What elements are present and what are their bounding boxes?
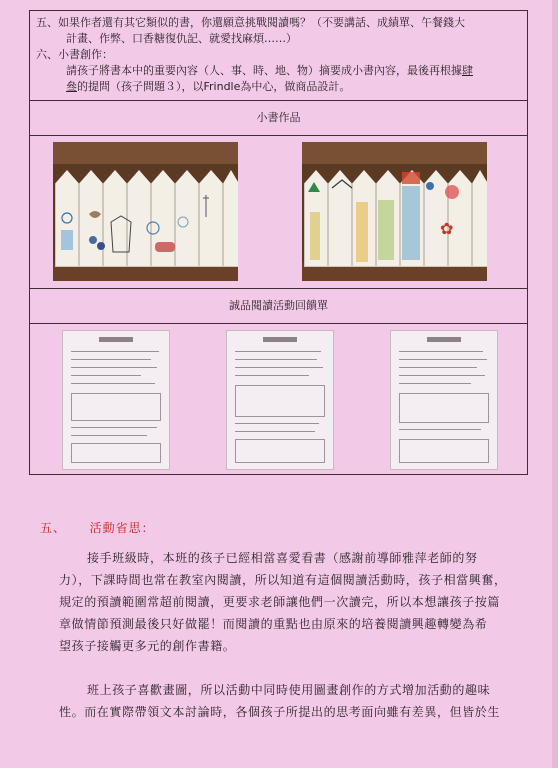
reflection-p1-line-4: 章做情節預測最後只好做罷！而閱讀的重點也由原來的培養閱讀興趣轉變為希	[59, 617, 488, 631]
feedback-sheet-1	[62, 330, 170, 470]
svg-text:✿: ✿	[440, 219, 454, 238]
feedback-sheet-2-header	[263, 337, 297, 342]
feedback-sheet-3	[390, 330, 498, 470]
question-6-underlined: 肆	[462, 64, 473, 77]
reflection-paragraph-1	[59, 547, 509, 657]
reflection-paragraph-2	[59, 679, 509, 723]
reflection-heading	[40, 519, 155, 536]
booklet-drawings-2	[302, 142, 487, 281]
reflection-p2-line-2: 性。而在實際帶領文本討論時，各個孩子所提出的思考面向雖有差異，但皆於生	[59, 705, 501, 719]
question-6-text-2: 的提問（孩子問題３），以Frindle為中心，做商品設計。	[77, 80, 351, 93]
question-6-label: 小書創作：	[58, 48, 113, 61]
booklet-photos-cell	[30, 136, 528, 289]
reflection-title: 活動省思：	[89, 521, 155, 535]
booklet-photo-1	[53, 142, 238, 281]
question-6-underlined-2: 叄	[66, 80, 77, 93]
question-6	[36, 47, 521, 63]
reflection-p1-line-1: 接手班級時，本班的孩子已經相當喜愛看書（感謝前導師雅萍老師的努	[87, 551, 478, 565]
question-5	[36, 15, 521, 31]
feedback-sheet-3-header	[427, 337, 461, 342]
reflection-number: 五、	[40, 521, 67, 535]
reflection-p1-line-3: 規定的預讀範圍常超前閱讀，更要求老師讓他們一次讀完，所以本想讓孩子按篇	[59, 595, 501, 609]
booklet-drawings-1	[53, 142, 238, 281]
page-edge	[552, 0, 558, 768]
question-6-line-1	[36, 63, 521, 79]
questions-cell	[30, 11, 528, 101]
reflection-p1-line-5: 望孩子接觸更多元的創作書籍。	[59, 639, 236, 653]
question-6-number: 六、	[36, 48, 58, 61]
reflection-p2-line-1: 班上孩子喜歡畫圖，所以活動中同時使用圖畫創作的方式增加活動的趣味	[87, 683, 491, 697]
question-5-line-2: 計畫、作弊、口香糖復仇記、就愛找麻煩……）	[66, 32, 297, 45]
question-5-line-1: 如果作者還有其它類似的書，你還願意挑戰閱讀嗎？（不要講話、成績單、午餐錢大	[58, 16, 465, 29]
worksheet-table	[29, 10, 528, 475]
booklet-photo-2	[302, 142, 487, 281]
feedback-sheet-2	[226, 330, 334, 470]
reflection-p1-line-2: 力），下課時間也常在教室內閱讀，所以知道有這個閱讀活動時，孩子相當興奮，	[59, 573, 507, 587]
feedback-sheet-1-header	[99, 337, 133, 342]
feedback-section-title: 誠品閱讀活動回饋單	[30, 289, 528, 324]
question-6-line-2	[36, 79, 521, 95]
feedback-scans-cell	[30, 324, 528, 475]
question-6-text: 請孩子將書本中的重要內容（人、事、時、地、物）摘要成小書內容，最後再根據	[66, 64, 462, 77]
question-5-number: 五、	[36, 16, 58, 29]
booklet-section-title: 小書作品	[30, 101, 528, 136]
